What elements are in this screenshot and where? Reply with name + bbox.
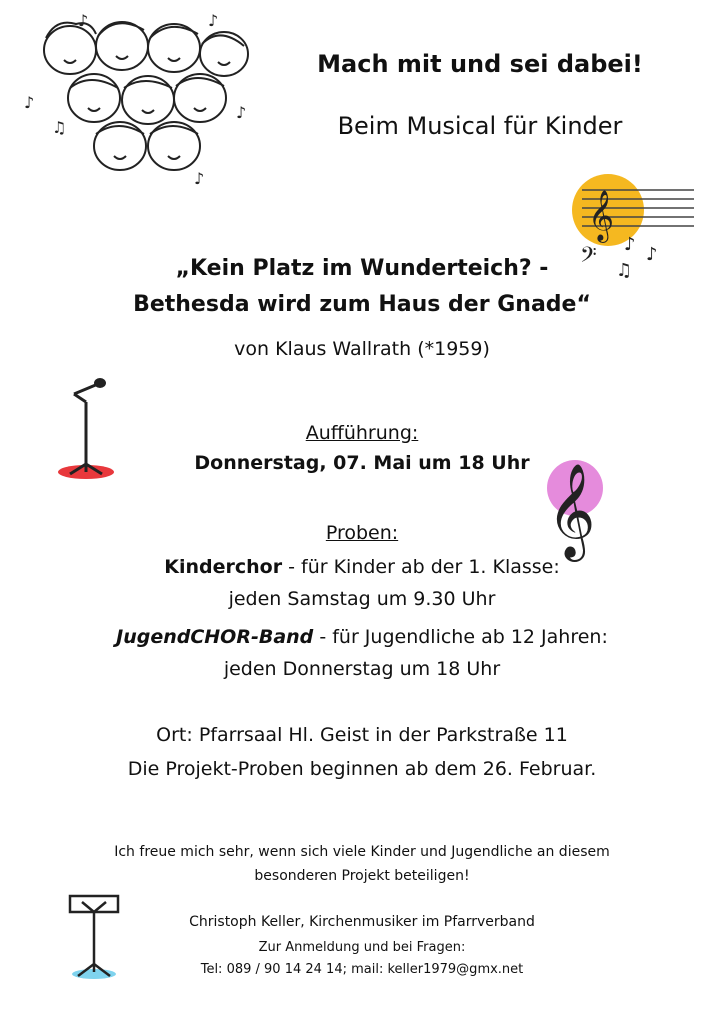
svg-text:♪: ♪ [646,244,658,265]
invite-line2: besonderen Projekt beteiligen! [254,868,470,884]
headline: Mach mit und sei dabei! [317,50,643,78]
band-line [0,626,724,648]
kinderchor-time: jeden Samstag um 9.30 Uhr [228,588,496,610]
band-name: JugendCHOR-Band [116,626,314,648]
performance-date: Donnerstag, 07. Mai um 18 Uhr [194,452,530,474]
svg-text:♪: ♪ [624,234,636,255]
svg-text:♫: ♫ [616,260,633,281]
children-choir-icon [22,8,262,188]
musical-title-line1: „Kein Platz im Wunderteich? - [175,256,549,281]
contact-details: Tel: 089 / 90 14 24 14; mail: keller1979@gmx.net [200,962,524,977]
location-place: Ort: Pfarrsaal Hl. Geist in der Parkstraße 11 [156,724,568,746]
svg-text:♪: ♪ [78,11,89,30]
performance-label: Aufführung: [305,422,419,444]
svg-text:♪: ♪ [236,103,247,122]
signature: Christoph Keller, Kirchenmusiker im Pfarrverband [189,914,535,930]
svg-text:𝄢: 𝄢 [580,243,597,273]
location-start: Die Projekt-Proben beginnen ab dem 26. Februar. [127,758,597,780]
svg-text:𝄞: 𝄞 [547,463,596,558]
contact-label: Zur Anmeldung und bei Fragen: [258,940,466,955]
svg-text:♫: ♫ [52,118,67,137]
svg-text:♪: ♪ [208,11,219,30]
subheadline: Beim Musical für Kinder [337,112,623,140]
svg-text:♪: ♪ [194,169,205,188]
musical-title-line2: Bethesda wird zum Haus der Gnade“ [133,292,591,317]
band-desc: - für Jugendliche ab 12 Jahren: [313,626,608,648]
svg-text:𝄞: 𝄞 [588,190,615,241]
kinderchor-desc: - für Kinder ab der 1. Klasse: [282,556,560,578]
rehearsals-label: Proben: [325,522,399,544]
kinderchor-line [0,556,724,578]
invite-line1: Ich freue mich sehr, wenn sich viele Kinder und Jugendliche an diesem [114,844,610,860]
musical-author: von Klaus Wallrath (*1959) [234,338,490,360]
kinderchor-name: Kinderchor [164,556,283,578]
band-time: jeden Donnerstag um 18 Uhr [223,658,501,680]
svg-text:♪: ♪ [24,93,35,112]
